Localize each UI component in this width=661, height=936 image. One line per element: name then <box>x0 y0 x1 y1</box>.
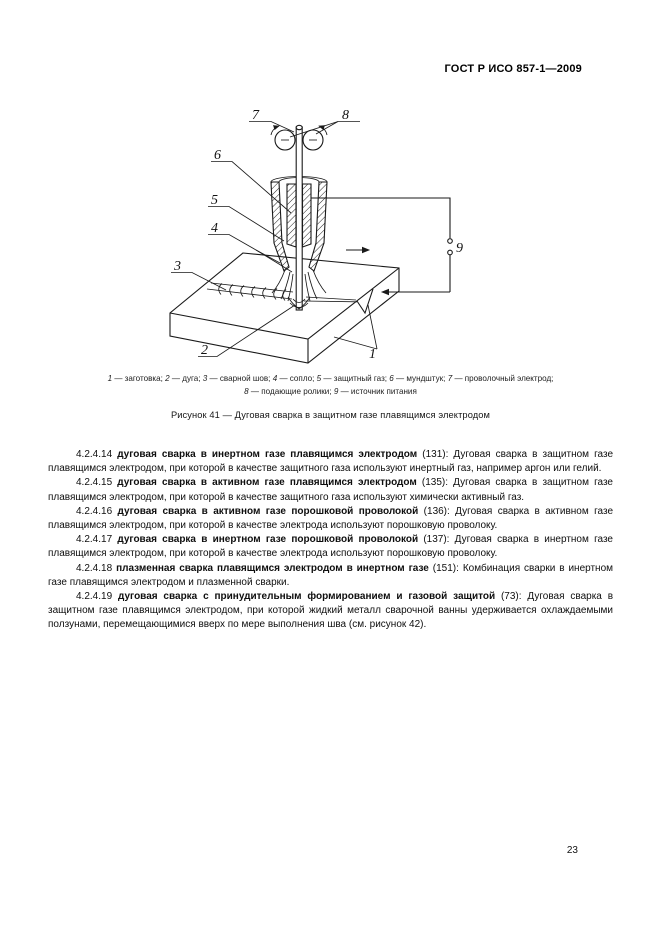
figure-41-diagram <box>148 95 496 377</box>
diagram-label-6: 6 <box>214 148 221 163</box>
page-number: 23 <box>566 845 578 856</box>
diagram-label-1: 1 <box>369 347 376 362</box>
welding-diagram <box>148 95 496 377</box>
diagram-label-2: 2 <box>201 343 208 358</box>
diagram-label-7: 7 <box>252 108 259 123</box>
wire-electrode <box>296 125 302 310</box>
diagram-label-8: 8 <box>342 108 349 123</box>
clause-4-2-4-17: 4.2.4.17 дуговая сварка в инертном газе порошковой проволокой (137): Дуговая сварка в инертном газе плавящимся электродом, при которой в качестве электрода используют порошковую проволоку. <box>48 534 613 560</box>
document-header-title: ГОСТ Р ИСО 857-1—2009 <box>444 63 582 75</box>
diagram-label-9: 9 <box>456 241 463 256</box>
diagram-label-3: 3 <box>174 259 181 274</box>
clause-4-2-4-14: 4.2.4.14 дуговая сварка в инертном газе плавящимся электродом (131): Дуговая сварка в защитном газе плавящимся электродом, при которой в качестве защитного газа используют инертный газ, например аргон или гелий. <box>48 449 613 475</box>
clause-4-2-4-18: 4.2.4.18 плазменная сварка плавящимся электродом в инертном газе (151): Комбинация сварки в инертном газе плавящимся электродом и плазменной сварки. <box>48 562 614 588</box>
figure-legend-line-1: 1 — заготовка; 2 — дуга; 3 — сварной шов; 4 — сопло; 5 — защитный газ; 6 — мундштук; 7 — проволочный электрод; <box>107 374 554 383</box>
figure-legend <box>48 372 613 398</box>
diagram-label-5: 5 <box>211 193 218 208</box>
clause-4-2-4-15: 4.2.4.15 дуговая сварка в активном газе плавящимся электродом (135): Дуговая сварка в защитном газе плавящимся электродом, при которой в качестве защитного газа используют химически активный газ. <box>48 477 613 503</box>
figure-caption: Рисунок 41 — Дуговая сварка в защитном газе плавящимся электродом <box>170 410 491 420</box>
figure-legend-line-2: 8 — подающие ролики; 9 — источник питания <box>244 387 417 396</box>
clause-4-2-4-19: 4.2.4.19 дуговая сварка с принудительным формированием и газовой защитой (73): Дуговая сварка в защитном газе плавящимся электродом, при которой жидкий металл сварочной ванны удерживается охлаждаемыми ползунами, перемещающимися вверх по мере выполнения шва (см. рисунок 42). <box>48 591 614 631</box>
clause-4-2-4-16: 4.2.4.16 дуговая сварка в активном газе порошковой проволокой (136): Дуговая сварка в активном газе плавящимся электродом, при которой в качестве электрода используют порошковую проволоку. <box>48 505 614 532</box>
definitions-body <box>48 448 613 633</box>
diagram-label-4: 4 <box>211 221 218 236</box>
